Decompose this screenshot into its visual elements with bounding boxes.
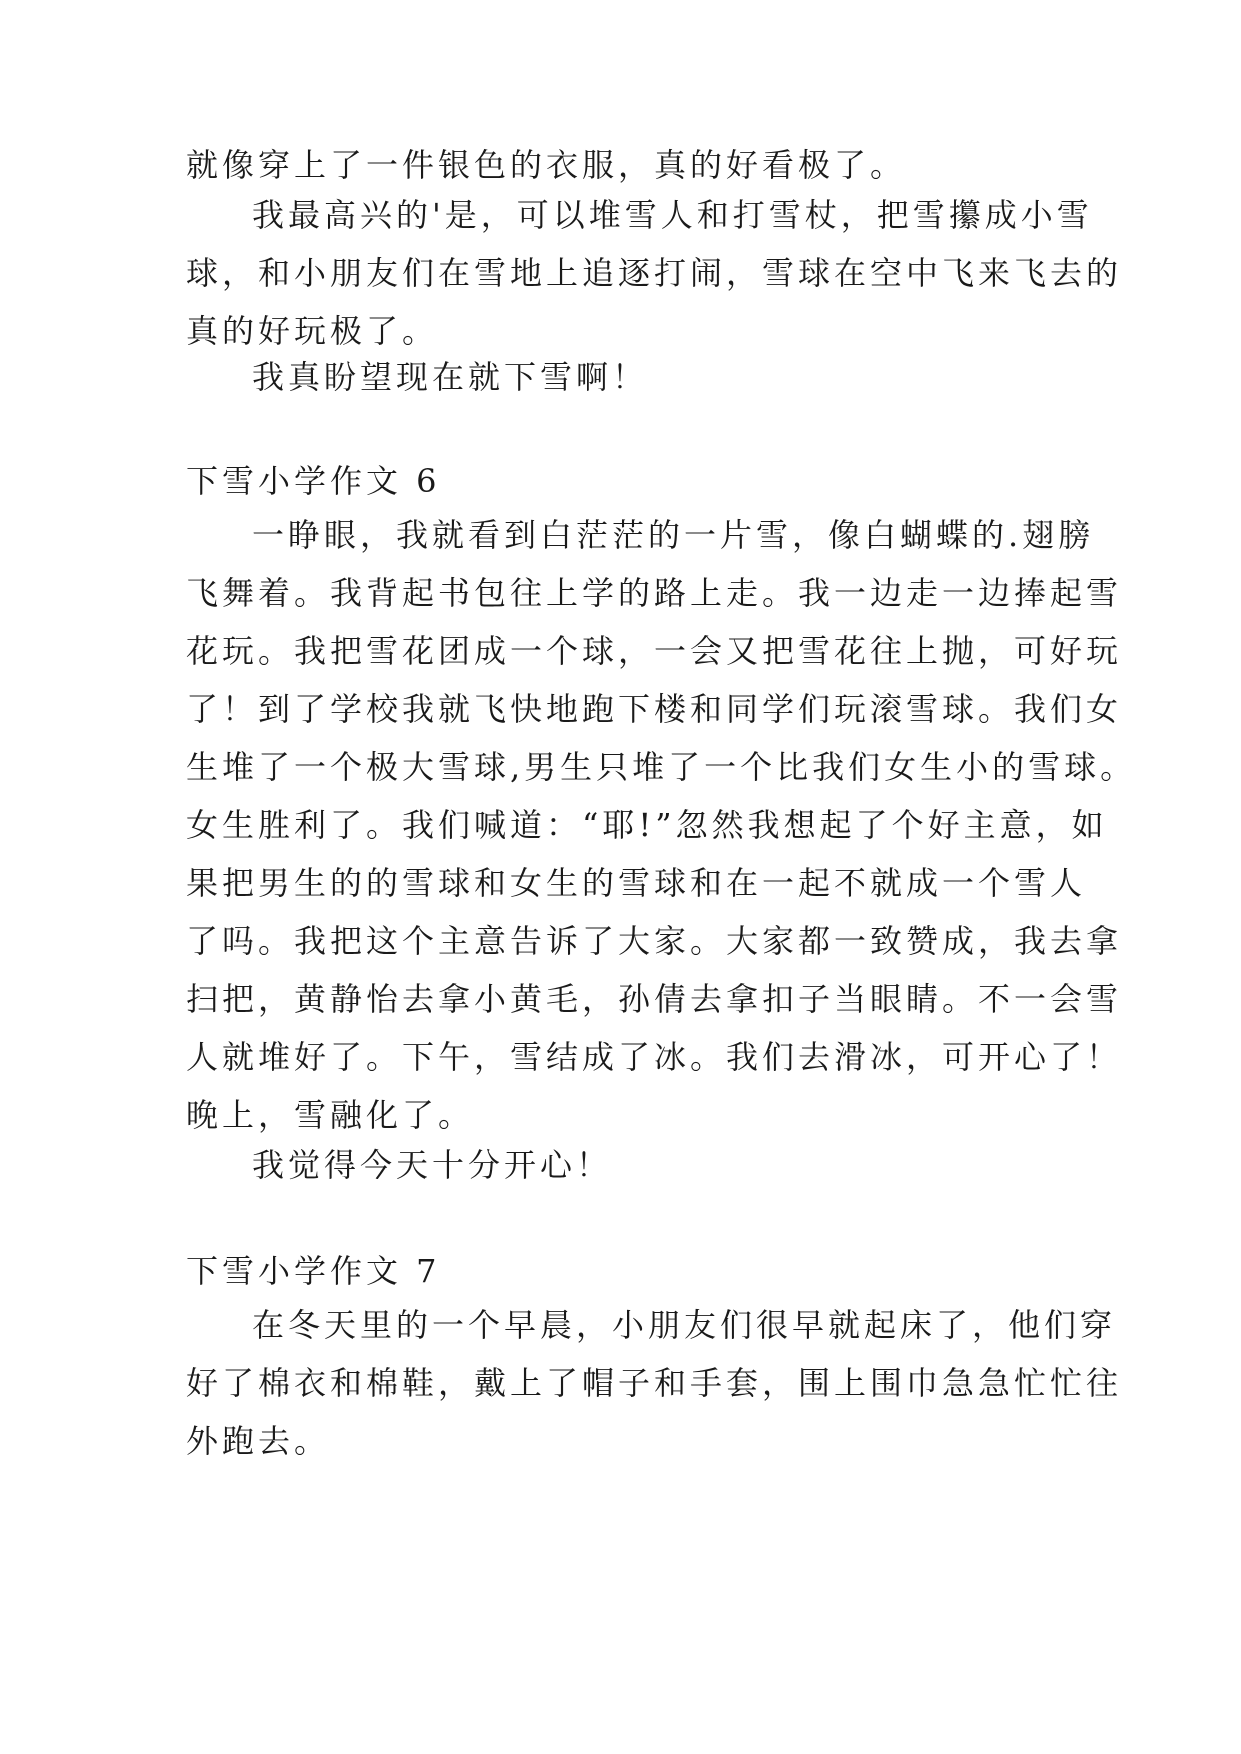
text-line: 花玩。我把雪花团成一个球，一会又把雪花往上抛，可好玩 [186, 632, 1123, 670]
text-line: 晚上，雪融化了。 [186, 1096, 475, 1134]
text-line: 外跑去。 [186, 1422, 331, 1460]
section-6-paragraph-1 [186, 506, 1137, 1144]
section-6-paragraph-2 [186, 1136, 1066, 1194]
text-line: 我觉得今天十分开心！ [252, 1146, 613, 1184]
text-line: 扫把，黄静怡去拿小黄毛，孙倩去拿扣子当眼睛。不一会雪 [186, 980, 1123, 1018]
section-title: 下雪小学作文 7 [186, 1252, 441, 1290]
text-line: 球，和小朋友们在雪地上追逐打闹，雪球在空中飞来飞去的 [186, 254, 1123, 292]
text-line: 我最高兴的'是，可以堆雪人和打雪杖，把雪攥成小雪 [252, 196, 1093, 234]
text-line: 了吗。我把这个主意告诉了大家。大家都一致赞成，我去拿 [186, 922, 1123, 960]
text-line: 就像穿上了一件银色的衣服，真的好看极了。 [186, 146, 907, 184]
text-line: 生堆了一个极大雪球,男生只堆了一个比我们女生小的雪球。 [186, 748, 1137, 786]
text-line: 飞舞着。我背起书包往上学的路上走。我一边走一边捧起雪 [186, 574, 1123, 612]
text-line: 果把男生的的雪球和女生的雪球和在一起不就成一个雪人 [186, 864, 1087, 902]
text-line: 我真盼望现在就下雪啊！ [252, 358, 649, 396]
section-7-title [186, 1242, 1066, 1300]
text-line: 人就堆好了。下午，雪结成了冰。我们去滑冰，可开心了！ [186, 1038, 1123, 1076]
text-line: 女生胜利了。我们喊道：“耶!”忽然我想起了个好主意，如 [186, 806, 1108, 844]
text-line: 真的好玩极了。 [186, 312, 439, 350]
text-line: 了！到了学校我就飞快地跑下楼和同学们玩滚雪球。我们女 [186, 690, 1123, 728]
section-5-paragraph-3 [186, 348, 1066, 406]
section-7-paragraph-1 [186, 1296, 1123, 1470]
text-line: 一睁眼，我就看到白茫茫的一片雪，像白蝴蝶的.翅膀 [252, 516, 1095, 554]
section-5-paragraph-2 [186, 186, 1123, 360]
text-line: 在冬天里的一个早晨，小朋友们很早就起床了，他们穿 [252, 1306, 1117, 1344]
section-6-title [186, 452, 1066, 510]
section-title: 下雪小学作文 6 [186, 462, 441, 500]
text-line: 好了棉衣和棉鞋，戴上了帽子和手套，围上围巾急急忙忙往 [186, 1364, 1123, 1402]
